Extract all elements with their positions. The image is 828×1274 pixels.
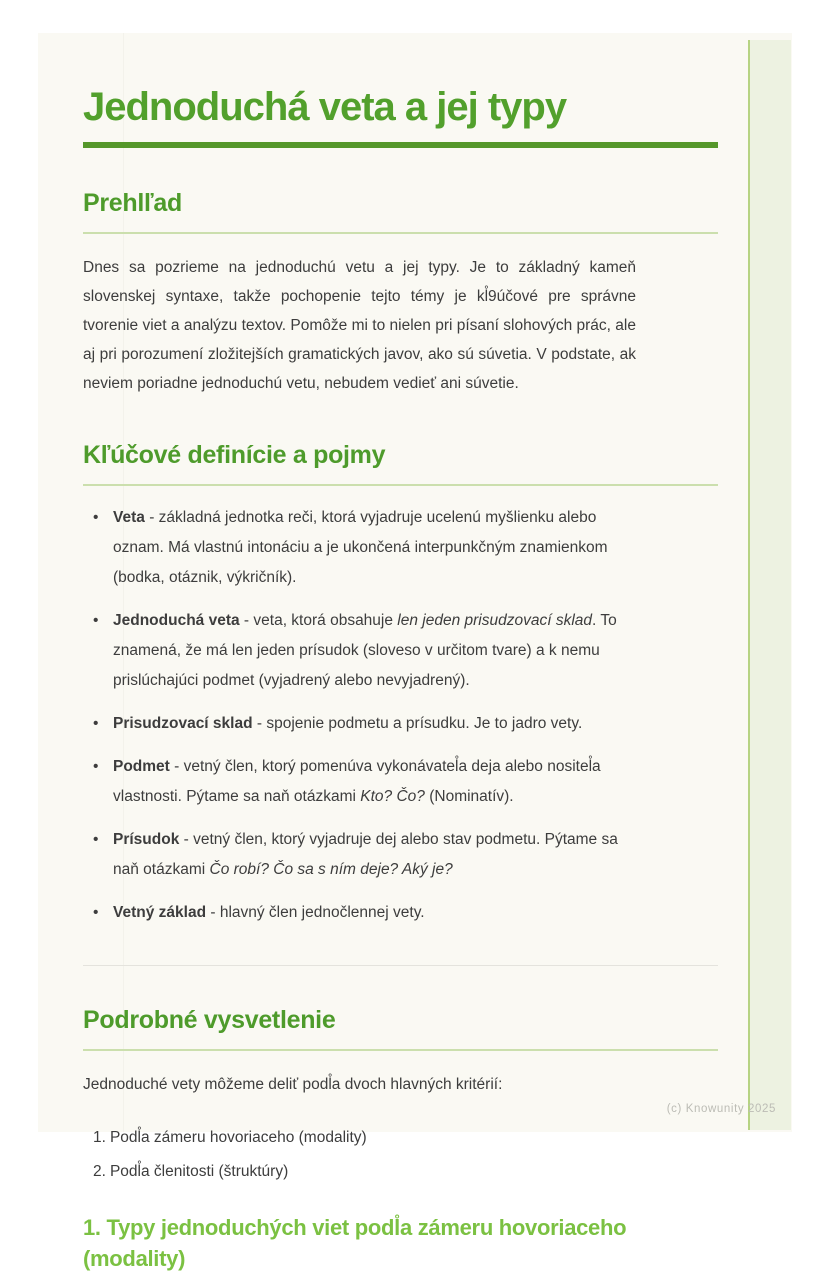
definition-text: - vetný člen, ktorý pomenúva vykonávatel̊a deja alebo nositel̊a vlastnosti. Pýtame sa naň otázkami [113, 758, 601, 805]
overview-heading-rule [83, 232, 718, 234]
definition-term: Prísudok [113, 831, 180, 848]
definition-text: - hlavný člen jednočlennej vety. [206, 904, 425, 921]
section-definitions [83, 441, 718, 928]
definition-item [83, 752, 623, 812]
overview-heading: Prehlľad [83, 189, 182, 217]
definition-text: - spojenie podmetu a prísudku. Je to jadro vety. [252, 715, 583, 732]
watermark: (c) Knowunity 2025 [666, 1103, 776, 1115]
page-content [38, 33, 792, 1274]
subsection-heading: 1. Typy jednoduchých viet podl̊a zámeru hovoriaceho (modality) [83, 1215, 627, 1271]
definition-item [83, 898, 623, 928]
overview-paragraph: Dnes sa pozrieme na jednoduchú vetu a jej typy. Je to základný kameň slovenskej syntaxe, takže pochopenie tejto témy je kl̊9účové pre správne tvorenie viet a analýzu textov. Pomôže mi to nielen pri písaní slohových prác, ale aj pri porozumení zložitejších gramatických javov, ako sú súvetia. V podstate, ak neviem poriadne jednoduchú vetu, nebudem vedieť ani súvetie. [83, 259, 636, 392]
document-page [38, 33, 792, 1271]
criteria-item [93, 1157, 718, 1186]
definition-text: - základná jednotka reči, ktorá vyjadruje ucelenú myšlienku alebo oznam. Má vlastnú intonáciu a je ukončená interpunkčným znamienkom (bodka, otáznik, výkričník). [113, 509, 608, 586]
explanation-intro: Jednoduché vety môžeme deliť podl̊a dvoch hlavných kritérií: [83, 1076, 503, 1093]
title-rule [83, 142, 718, 148]
definitions-list [83, 503, 623, 928]
section-divider [83, 965, 718, 966]
definition-term: Prisudzovací sklad [113, 715, 253, 732]
section-overview [83, 189, 718, 398]
definition-italic: Čo robí? Čo sa s ním deje? Aký je? [209, 861, 453, 878]
definition-text: - veta, ktorá obsahuje [239, 612, 398, 629]
definition-text: . To znamená, že má len jeden prísudok (sloveso v určitom tvare) a k nemu prislúchajúci podmet (vyjadrený alebo nevyjadrený). [113, 612, 617, 689]
criteria-list [83, 1123, 718, 1186]
criteria-number: 2. [93, 1163, 106, 1180]
definitions-heading: Kľúčové definície a pojmy [83, 441, 386, 469]
definition-term: Jednoduchá veta [113, 612, 240, 629]
definition-item [83, 709, 623, 739]
definitions-heading-rule [83, 484, 718, 486]
definition-text: (Nominatív). [424, 788, 514, 805]
definition-term: Veta [113, 509, 145, 526]
definition-term: Vetný základ [113, 904, 207, 921]
definition-term: Podmet [113, 758, 170, 775]
definition-text: - vetný člen, ktorý vyjadruje dej alebo stav podmetu. Pýtame sa naň otázkami [113, 831, 618, 878]
page-title: Jednoduchá veta a jej typy [83, 85, 567, 129]
criteria-text: Podl̊a členitosti (štruktúry) [109, 1163, 289, 1180]
definition-item [83, 606, 623, 696]
definition-italic: Kto? Čo? [360, 788, 425, 805]
criteria-item [93, 1123, 718, 1152]
section-explanation [83, 1006, 718, 1274]
criteria-number: 1. [93, 1129, 106, 1146]
definition-italic: len jeden prisudzovací sklad [397, 612, 593, 629]
explanation-heading: Podrobné vysvetlenie [83, 1006, 336, 1034]
definition-item [83, 503, 623, 593]
definition-item [83, 825, 623, 885]
criteria-text: Podl̊a zámeru hovoriaceho (modality) [109, 1129, 367, 1146]
explanation-heading-rule [83, 1049, 718, 1051]
